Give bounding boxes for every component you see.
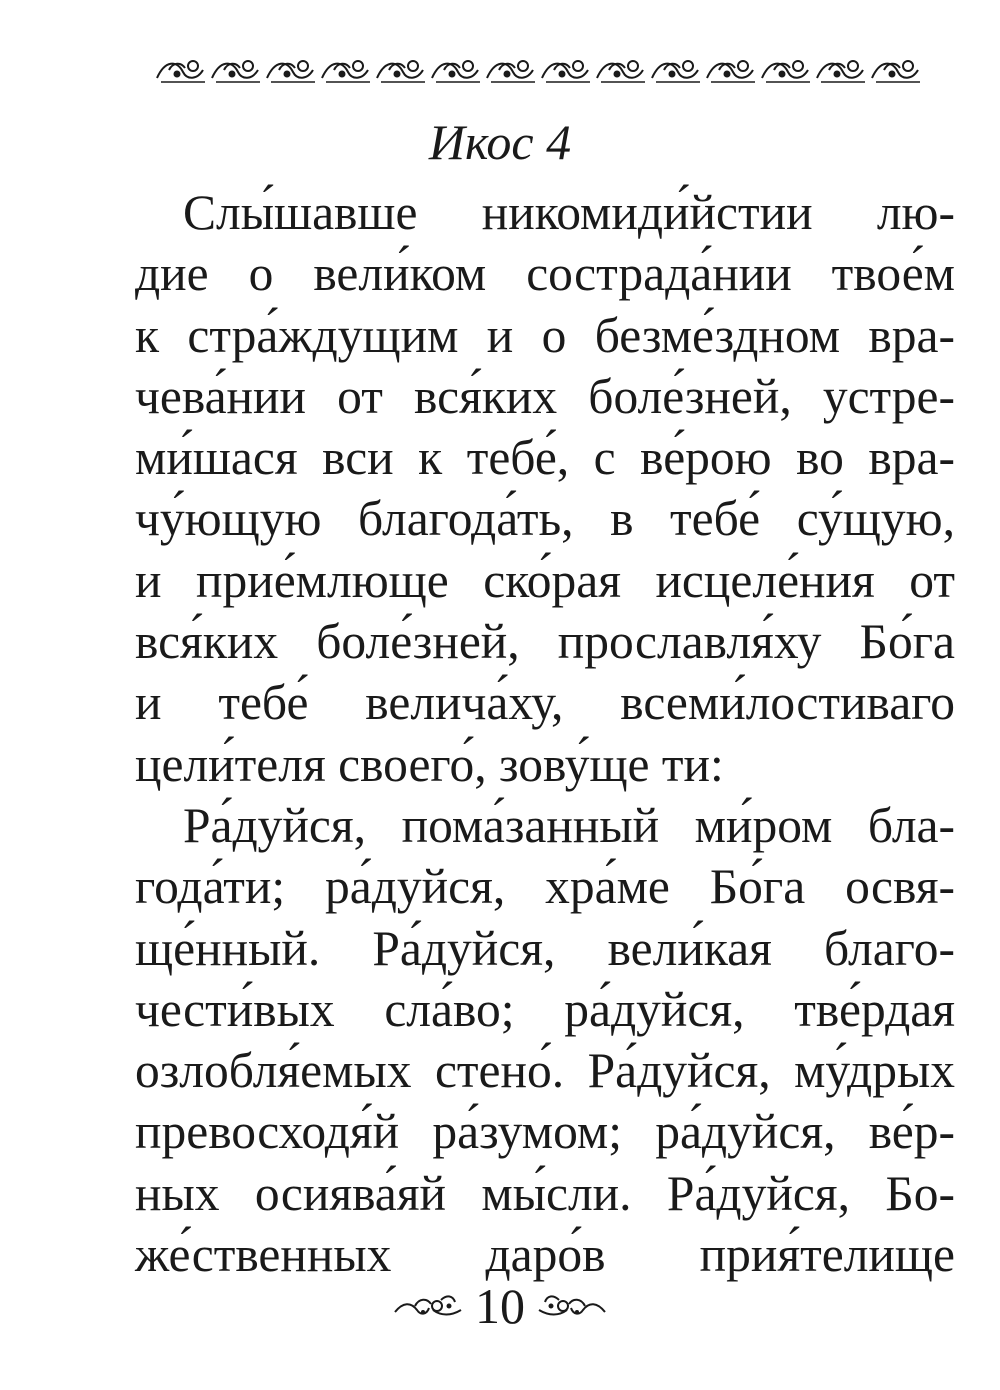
prayer-text: [135, 182, 955, 1285]
text-line: чева́нии от вся́ких боле́зней, устре-: [135, 368, 955, 424]
text-line: дие о вели́ком сострада́нии твое́м: [135, 246, 955, 302]
ornament-motif: [707, 61, 755, 82]
floral-flourish-icon: [393, 1292, 463, 1320]
ornament-motif: [322, 61, 370, 82]
ornament-motif: [817, 61, 865, 82]
text-line: к стра́ждущим и о безме́здном вра-: [135, 307, 955, 363]
paragraph-1: [135, 182, 955, 795]
ornament-motif: [872, 61, 920, 82]
text-line: ще́нный. Ра́дуйся, вели́кая благо-: [135, 920, 955, 976]
text-line: цели́теля своего́, зову́ще ти:: [135, 736, 724, 792]
ornament-motif: [487, 61, 535, 82]
ornament-motif: [212, 61, 260, 82]
ornament-motif: [432, 61, 480, 82]
ornament-motif: [267, 61, 315, 82]
page-heading: Икос 4: [428, 114, 572, 170]
ornament-motif: [542, 61, 590, 82]
text-line: ных осиява́яй мы́сли. Ра́дуйся, Бо-: [135, 1165, 955, 1221]
text-line: чу́ющую благода́ть, в тебе́ су́щую,: [135, 491, 955, 547]
page-footer: [0, 1276, 1000, 1336]
ornament-motif: [652, 61, 700, 82]
page-number: 10: [475, 1278, 525, 1334]
text-line: чести́вых сла́во; ра́дуйся, тве́рдая: [135, 981, 955, 1037]
ornament-motif: [762, 61, 810, 82]
text-line: и прие́млюще ско́рая исцеле́ния от: [135, 552, 955, 608]
text-line: Ра́дуйся, пома́занный ми́ром бла-: [183, 797, 955, 853]
ornament-motif: [157, 61, 205, 82]
text-line: же́ственных даро́в прия́телище: [135, 1227, 955, 1283]
text-line: вся́ких боле́зней, прославля́ху Бо́га: [135, 614, 955, 670]
floral-flourish-icon: [537, 1292, 607, 1320]
ornament-motif: [377, 61, 425, 82]
text-line: и тебе́ велича́ху, всеми́лостиваго: [135, 675, 955, 731]
text-line: превосходя́й ра́зумом; ра́дуйся, ве́р-: [135, 1104, 955, 1160]
text-line: года́ти; ра́дуйся, хра́ме Бо́га освя-: [135, 859, 955, 915]
paragraph-2: [135, 795, 955, 1285]
text-line: Слы́шавше никомиди́йстии лю-: [183, 185, 955, 240]
ornament-motif: [597, 61, 645, 82]
text-line: озлобля́емых стено́. Ра́дуйся, му́дрых: [135, 1043, 955, 1099]
text-line: ми́шася вси к тебе́, с ве́рою во вра-: [135, 430, 955, 486]
decorative-border-ornament: [155, 52, 925, 88]
